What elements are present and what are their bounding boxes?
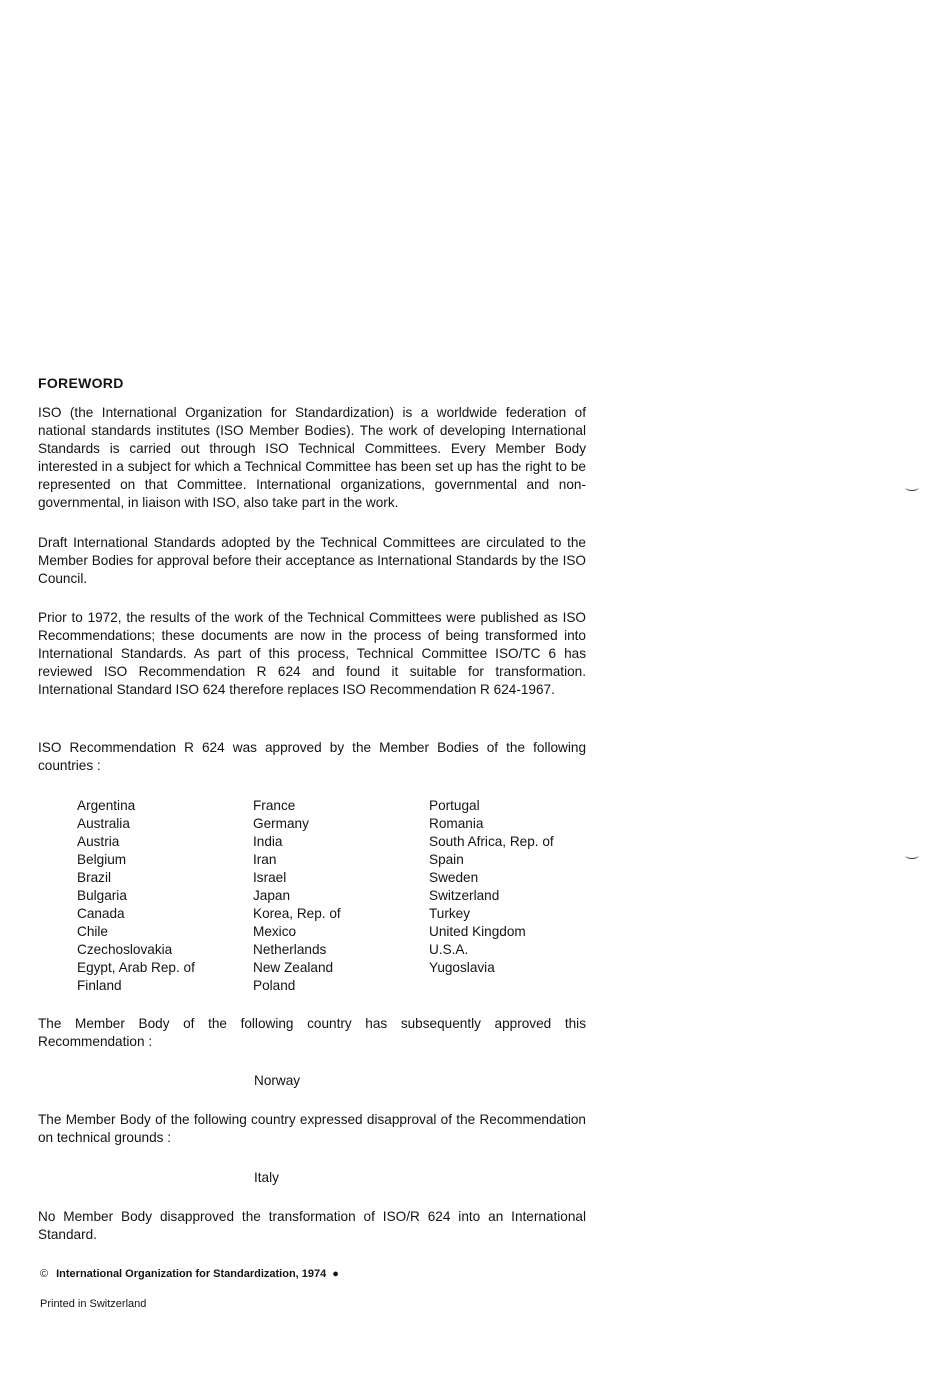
country-name: New Zealand	[253, 960, 334, 975]
countries-column-1	[77, 797, 195, 995]
paragraph-iso-intro: ISO (the International Organization for Standardization) is a worldwide federation of national standards institutes (ISO Member Bodies). The work of developing International Standards is carried out through ISO Technical Committees. Every Member Body interested in a subject for which a Technical Committee has been set up has the right to be represented on that Committee. International organizations, governmental and non-governmental, in liaison with ISO, also take part in the work.	[38, 405, 586, 510]
country-name: Israel	[253, 870, 287, 885]
country-name: Czechoslovakia	[77, 942, 173, 957]
bullet-icon: ●	[332, 1268, 339, 1280]
country-name: Canada	[77, 906, 125, 921]
printed-in-line: Printed in Switzerland	[40, 1298, 147, 1310]
country-name: Germany	[253, 816, 309, 831]
foreword-heading: FOREWORD	[38, 375, 124, 391]
country-name: Korea, Rep. of	[253, 906, 341, 921]
copyright-icon: ©	[40, 1268, 49, 1280]
country-name: Romania	[429, 816, 484, 831]
country-name: Poland	[253, 978, 296, 993]
country-name: Japan	[253, 888, 291, 903]
country-name: Sweden	[429, 870, 479, 885]
country-name: South Africa, Rep. of	[429, 834, 554, 849]
paragraph-no-disapproval: No Member Body disapproved the transformation of ISO/R 624 into an International Standard.	[38, 1209, 586, 1242]
country-name: India	[253, 834, 283, 849]
copyright-line	[40, 1268, 339, 1280]
disapproving-country: Italy	[254, 1170, 279, 1185]
country-name: Argentina	[77, 798, 136, 813]
countries-column-2	[253, 797, 341, 995]
scan-mark-icon	[905, 484, 919, 491]
countries-column-3	[429, 797, 554, 977]
paragraph-subsequent-approval: The Member Body of the following country has subsequently approved this Recommendation :	[38, 1016, 586, 1049]
country-name: Iran	[253, 852, 277, 867]
country-name: Portugal	[429, 798, 480, 813]
country-name: Switzerland	[429, 888, 500, 903]
country-name: United Kingdom	[429, 924, 526, 939]
country-name: Mexico	[253, 924, 297, 939]
paragraph-draft-standards: Draft International Standards adopted by the Technical Committees are circulated to the Member Bodies for approval before their acceptance as International Standards by the ISO Council.	[38, 535, 586, 586]
country-name: Yugoslavia	[429, 960, 495, 975]
country-name: U.S.A.	[429, 942, 469, 957]
country-name: Finland	[77, 978, 122, 993]
country-name: Australia	[77, 816, 130, 831]
copyright-text: International Organization for Standardization, 1974	[56, 1268, 327, 1280]
country-name: Austria	[77, 834, 120, 849]
country-name: France	[253, 798, 296, 813]
country-name: Turkey	[429, 906, 471, 921]
country-name: Spain	[429, 852, 464, 867]
scan-mark-icon	[905, 852, 919, 859]
country-name: Bulgaria	[77, 888, 127, 903]
country-name: Netherlands	[253, 942, 327, 957]
approved-later-country: Norway	[254, 1073, 301, 1088]
country-name: Chile	[77, 924, 108, 939]
country-name: Belgium	[77, 852, 127, 867]
paragraph-transformation: Prior to 1972, the results of the work of the Technical Committees were published as ISO Recommendations; these documents are now in the process of being transformed into International Standards. As part of this process, Technical Committee ISO/TC 6 has reviewed ISO Recommendation R 624 and found it suitable for transformation. International Standard ISO 624 therefore replaces ISO Recommendation R 624-1967.	[38, 610, 586, 697]
country-name: Brazil	[77, 870, 111, 885]
country-name: Egypt, Arab Rep. of	[77, 960, 195, 975]
paragraph-approval: ISO Recommendation R 624 was approved by the Member Bodies of the following countries :	[38, 740, 586, 773]
paragraph-disapproval: The Member Body of the following country expressed disapproval of the Recommendation on technical grounds :	[38, 1112, 586, 1145]
